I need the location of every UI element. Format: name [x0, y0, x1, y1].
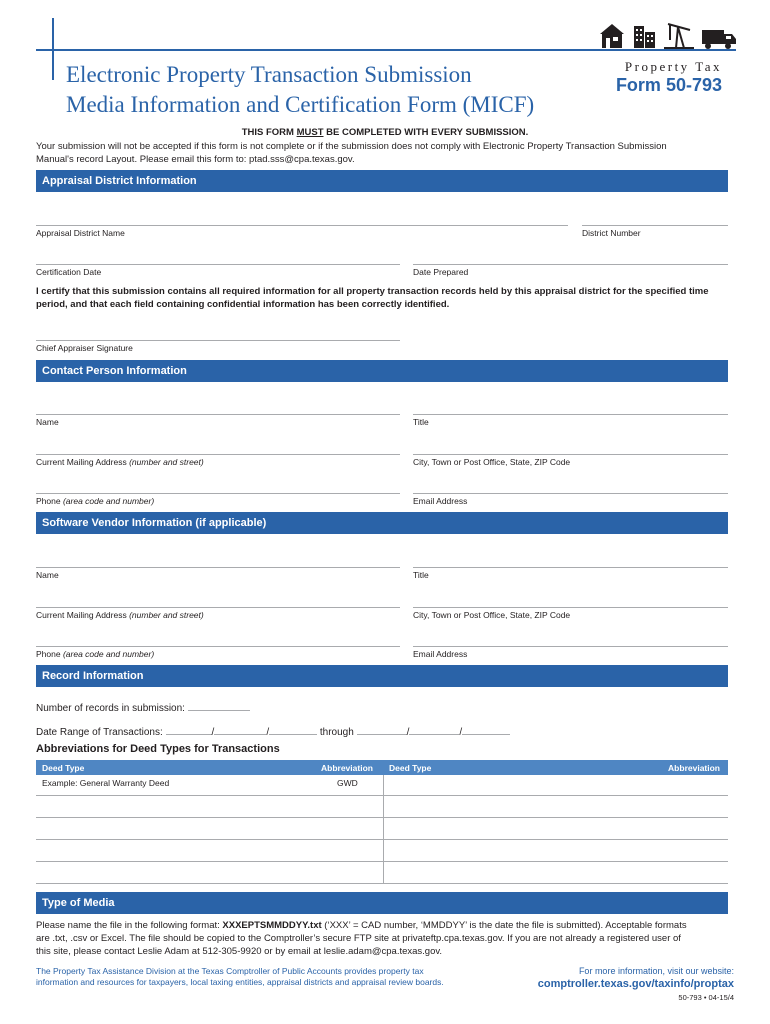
vendor-email-label: Email Address: [413, 649, 468, 659]
deed-type-col-header-2: Deed Type: [389, 763, 432, 773]
media-instructions: Please name the file in the following format: XXXEPTSMMDDYY.txt (‘XXX’ = CAD number, ‘MMDDYY’ is the date the file is submitted). Acceptable formats are .txt, .csv or Excel. The file should be copied to the Comptroller’s secure FTP site at privateftp.cpa.texas.gov. If you are not already a registered user of this site, please contact Leslie Adam at 512-305-9920 or by email at leslie.adam@cpa.texas.gov.: [36, 920, 687, 957]
vendor-city-field[interactable]: [413, 607, 728, 608]
contact-title-field[interactable]: [413, 414, 728, 415]
contact-name-field[interactable]: [36, 414, 400, 415]
contact-address-label: Current Mailing Address (number and street): [36, 457, 204, 467]
contact-email-label: Email Address: [413, 496, 468, 506]
certification-statement: I certify that this submission contains all required information for all property transaction records held by this appraisal district for the specified time period, and that each field containing confidential information has been correctly identified.: [36, 286, 709, 310]
buildings-icon: [634, 26, 655, 48]
date-prepared-label: Date Prepared: [413, 267, 469, 277]
vendor-name-label: Name: [36, 570, 59, 580]
num-records-row: [36, 701, 250, 714]
contact-email-field[interactable]: [413, 493, 728, 494]
abbreviation-col-header-2: Abbreviation: [668, 763, 720, 773]
section-header-media: Type of Media: [36, 892, 728, 914]
end-year-field[interactable]: [462, 725, 510, 735]
vendor-address-field[interactable]: [36, 607, 400, 608]
section-header-contact: Contact Person Information: [36, 360, 728, 382]
abbreviation-col-header: Abbreviation: [321, 763, 373, 773]
contact-title-label: Title: [413, 417, 429, 427]
start-month-field[interactable]: [166, 725, 212, 735]
example-deed-type: Example: General Warranty Deed: [42, 778, 170, 788]
start-year-field[interactable]: [269, 725, 317, 735]
deed-table-row[interactable]: [36, 839, 728, 840]
contact-phone-label: Phone (area code and number): [36, 496, 155, 506]
start-day-field[interactable]: [214, 725, 266, 735]
deed-table-row[interactable]: [36, 817, 728, 818]
through-label: through: [319, 727, 354, 738]
district-number-field[interactable]: [582, 225, 728, 226]
house-icon: [600, 24, 624, 48]
deed-table-header: [36, 760, 728, 775]
section-header-vendor: Software Vendor Information (if applicable): [36, 512, 728, 534]
end-month-field[interactable]: [357, 725, 407, 735]
intro-text: Your submission will not be accepted if this form is not complete or if the submission does not comply with Electronic Property Transaction Submission Manual's record Layout. Please email this form to: ptad.sss@cpa.texas.gov.: [36, 141, 667, 165]
section-header-appraisal: Appraisal District Information: [36, 170, 728, 192]
category-label: Property Tax: [624, 59, 722, 74]
deed-table-row[interactable]: [36, 883, 728, 884]
truck-icon: [702, 30, 736, 49]
vendor-phone-field[interactable]: [36, 646, 400, 647]
vendor-city-label: City, Town or Post Office, State, ZIP Code: [413, 610, 571, 620]
example-abbreviation: GWD: [337, 778, 358, 788]
date-range-label: Date Range of Transactions:: [36, 727, 163, 738]
chief-appraiser-signature-label: Chief Appraiser Signature: [36, 343, 133, 353]
date-range-row: Date Range of Transactions: / / through / /: [36, 725, 510, 738]
footer-more-info: For more information, visit our website:: [578, 966, 734, 976]
deed-table-row[interactable]: [36, 861, 728, 862]
date-prepared-field[interactable]: [413, 264, 728, 265]
vendor-email-field[interactable]: [413, 646, 728, 647]
deed-type-col-header: Deed Type: [42, 763, 85, 773]
vendor-title-label: Title: [413, 570, 429, 580]
form-title-line-1: Electronic Property Transaction Submission: [66, 62, 472, 87]
contact-name-label: Name: [36, 417, 59, 427]
contact-city-field[interactable]: [413, 454, 728, 455]
footer-form-code: 50-793 • 04-15/4: [678, 993, 734, 1002]
section-header-record: Record Information: [36, 665, 728, 687]
district-name-field[interactable]: [36, 225, 568, 226]
footer-website-link[interactable]: comptroller.texas.gov/taxinfo/proptax: [537, 978, 734, 990]
contact-address-field[interactable]: [36, 454, 400, 455]
form-title-line-2: Media Information and Certification Form (MICF): [66, 92, 535, 117]
certification-date-label: Certification Date: [36, 267, 102, 277]
contact-phone-field[interactable]: [36, 493, 400, 494]
num-records-label: Number of records in submission:: [36, 703, 185, 714]
vendor-phone-label: Phone (area code and number): [36, 649, 155, 659]
footer-description: The Property Tax Assistance Division at the Texas Comptroller of Public Accounts provides property tax information and resources for taxpayers, local taxing entities, appraisal districts and appraisal review boards.: [36, 966, 444, 987]
chief-appraiser-signature-field[interactable]: [36, 340, 400, 341]
district-number-label: District Number: [582, 228, 641, 238]
district-name-label: Appraisal District Name: [36, 228, 125, 238]
vendor-address-label: Current Mailing Address (number and street): [36, 610, 204, 620]
vendor-title-field[interactable]: [413, 567, 728, 568]
certification-date-field[interactable]: [36, 264, 400, 265]
end-day-field[interactable]: [409, 725, 459, 735]
form-title: [66, 60, 534, 120]
deed-table-row[interactable]: [36, 795, 728, 796]
property-type-icons: [598, 18, 738, 50]
contact-city-label: City, Town or Post Office, State, ZIP Code: [413, 457, 571, 467]
form-number: Form 50-793: [615, 75, 722, 95]
vendor-name-field[interactable]: [36, 567, 400, 568]
oil-pump-icon: [664, 24, 694, 48]
deed-table-divider: [383, 775, 384, 883]
deed-types-title: Abbreviations for Deed Types for Transactions: [36, 743, 280, 755]
must-notice: THIS FORM MUST BE COMPLETED WITH EVERY SUBMISSION.: [241, 127, 529, 138]
num-records-field[interactable]: [188, 701, 250, 711]
